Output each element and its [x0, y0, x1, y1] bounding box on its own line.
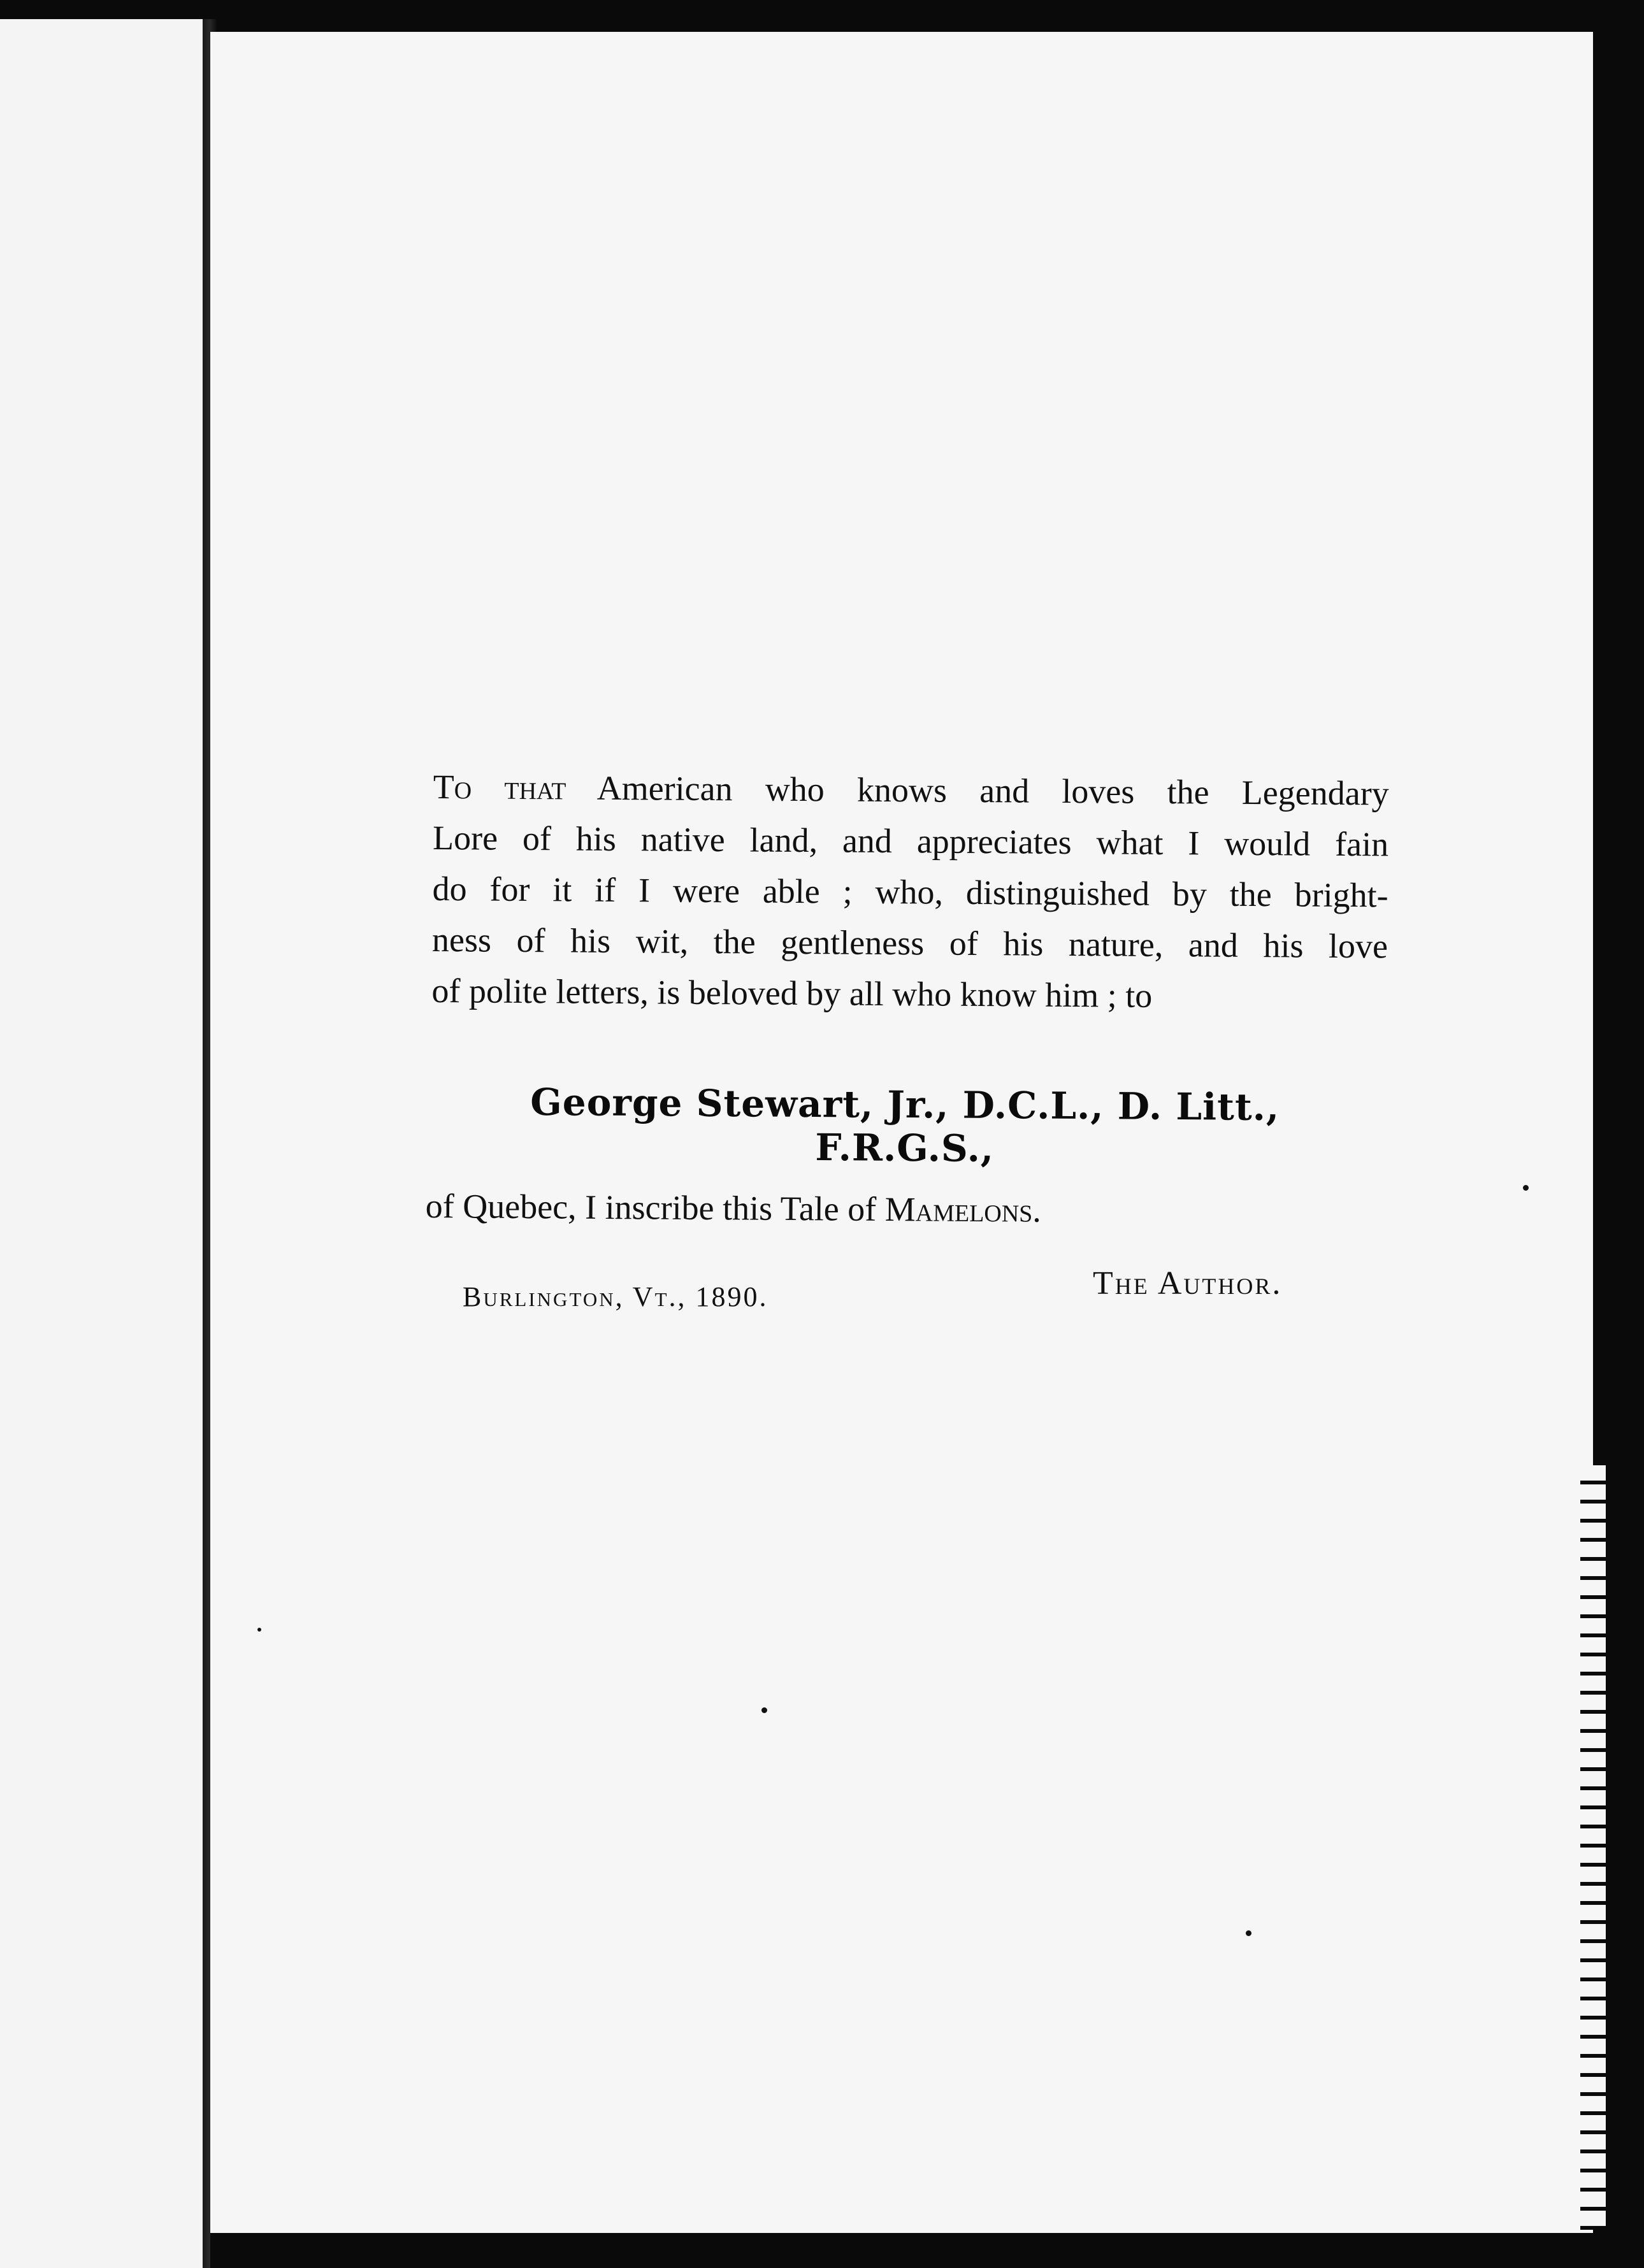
place-and-date: Burlington, Vt., 1890. — [463, 1281, 768, 1312]
bottom-shadow — [210, 2233, 1644, 2268]
dedication-line: Lore of his native land, and appreciates what I would fain — [432, 818, 1389, 864]
author-signature: The Author. — [1093, 1265, 1283, 1302]
ink-speck — [1246, 1930, 1251, 1936]
ink-speck — [761, 1707, 767, 1713]
dedicatee-name: George Stewart, Jr., D.C.L., D. Litt., F.R.G.S., — [530, 1080, 1280, 1170]
dedication-line: ness of his wit, the gentleness of his nature, and his love — [431, 920, 1388, 966]
dedication-line: of polite letters, is beloved by all who know him ; to — [431, 971, 1153, 1015]
dedication-line: To that American who knows and loves the Legendary — [433, 767, 1389, 813]
ink-speck — [1523, 1185, 1529, 1191]
deckled-page-edge — [1580, 1465, 1606, 2230]
dedication-opening: To that — [433, 767, 566, 807]
dedication-line: do for it if I were able ; who, distinguished by the bright- — [432, 869, 1388, 915]
dedication-paragraph — [431, 761, 1389, 1023]
inscription-line: of Quebec, I inscribe this Tale of Mamelons. — [425, 1187, 1042, 1230]
left-blank-leaf — [0, 19, 203, 2268]
book-title: Mamelons. — [884, 1190, 1042, 1230]
ink-speck — [257, 1628, 261, 1632]
